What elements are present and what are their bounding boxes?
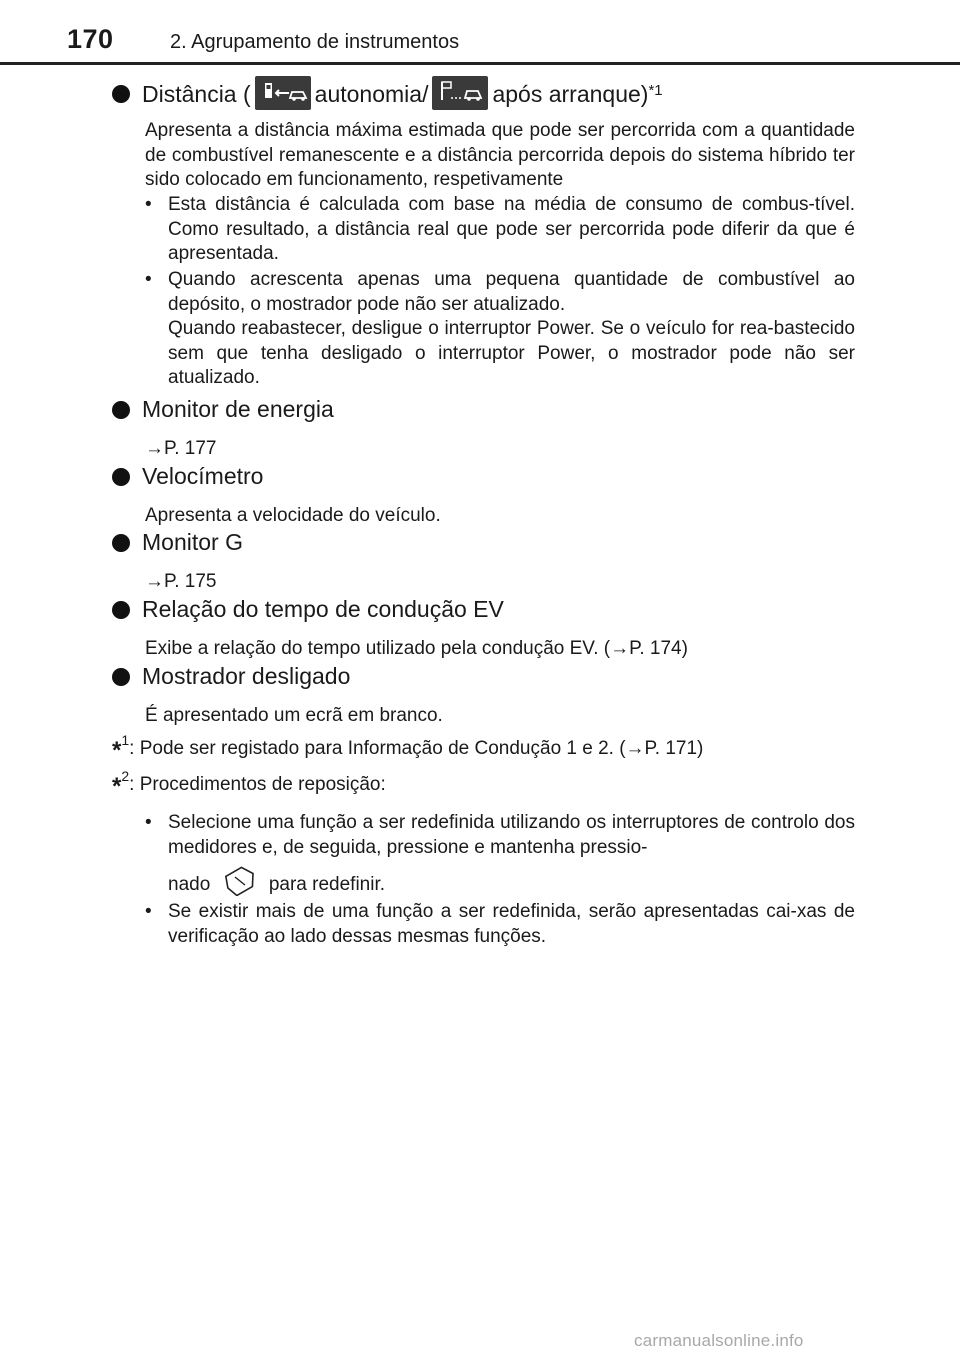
heading-distance-pre: Distância ( (142, 80, 251, 107)
bullet-char: • (145, 901, 152, 922)
bullet-char: • (145, 194, 152, 215)
bullet-dot-icon (112, 668, 130, 686)
reset-bullet-1: • Selecione uma função a ser redefinida utilizando os interruptores de controlo dos medidores e, de seguida, pressione e mantenha pressio- nado para redefinir. (145, 811, 855, 900)
footnote-1-mark: *$^1$ (112, 731, 130, 764)
heading-distance-mid: autonomia/ (314, 80, 429, 107)
header-divider (0, 62, 960, 65)
heading-g-monitor: Monitor G (112, 529, 243, 556)
footnote-2-mark: *$^2$ (112, 767, 130, 800)
heading-ev-ratio: Relação do tempo de condução EV (112, 596, 504, 623)
display-off-description: É apresentado um ecrã em branco. (145, 705, 443, 726)
distance-description: Apresenta a distância máxima estimada que pode ser percorrida com a quantidade de combustível remanescente e a distância percorrida depois do sistema híbrido ter sido colocado em funcionamento, respetivamente (145, 120, 855, 190)
fuel-pump-car-icon (255, 76, 311, 110)
heading-speedometer: Velocímetro (112, 463, 263, 490)
bullet-char: • (145, 269, 152, 290)
heading-distance: Distância ( autonomia/ após arranque) $^{*1}$ (112, 77, 663, 111)
bullet-dot-icon (112, 534, 130, 552)
footnote-2 (112, 767, 860, 800)
footnote-1-text: : Pode ser registado para Informação de Condução 1 e 2. (→P. 171) (129, 738, 704, 759)
page-header (0, 0, 960, 66)
watermark-text: carmanualsonline.info (634, 1331, 804, 1350)
flag-car-icon (432, 76, 488, 110)
ev-ratio-description: Exibe a relação do tempo utilizado pela condução EV. (→P. 174) (145, 638, 688, 659)
reset-line-pre: nado (168, 874, 211, 896)
footnote-2-text: : Procedimentos de reposição: (129, 774, 386, 795)
bullet-dot-icon (112, 85, 130, 103)
heading-distance-post: após arranque) (492, 80, 649, 107)
reset-switch-icon (222, 866, 258, 896)
bullet-dot-icon (112, 468, 130, 486)
distance-bullet-2: • Quando acrescenta apenas uma pequena quantidade de combustível ao depósito, o mostrador pode não ser atualizado. Quando reabastecer, desligue o interruptor Power. Se o veículo for rea-bastecido sem que tenha desligado o interruptor Power, o mostrador pode não ser atualizado. (145, 269, 855, 388)
footnote-1 (112, 731, 860, 764)
energy-monitor-ref[interactable]: →P. 177 (145, 438, 217, 459)
chapter-title: 2. Agrupamento de instrumentos (170, 31, 460, 53)
distance-bullet-1: • Esta distância é calculada com base na média de consumo de combus-tível. Como resultado, a distância real que pode ser percorrida pode diferir da que é apresentada. (145, 194, 855, 264)
heading-energy-monitor: Monitor de energia (112, 396, 334, 423)
bullet-dot-icon (112, 401, 130, 419)
page-number: 170 (67, 24, 114, 54)
reset-bullet-2: • Se existir mais de uma função a ser redefinida, serão apresentadas cai-xas de verificação ao lado dessas mesmas funções. (145, 901, 855, 947)
heading-display-off: Mostrador desligado (112, 663, 350, 690)
g-monitor-ref[interactable]: →P. 175 (145, 571, 217, 592)
speedometer-description: Apresenta a velocidade do veículo. (145, 505, 441, 526)
reset-line-post: para redefinir. (268, 874, 386, 896)
bullet-dot-icon (112, 601, 130, 619)
bullet-char: • (145, 812, 152, 833)
